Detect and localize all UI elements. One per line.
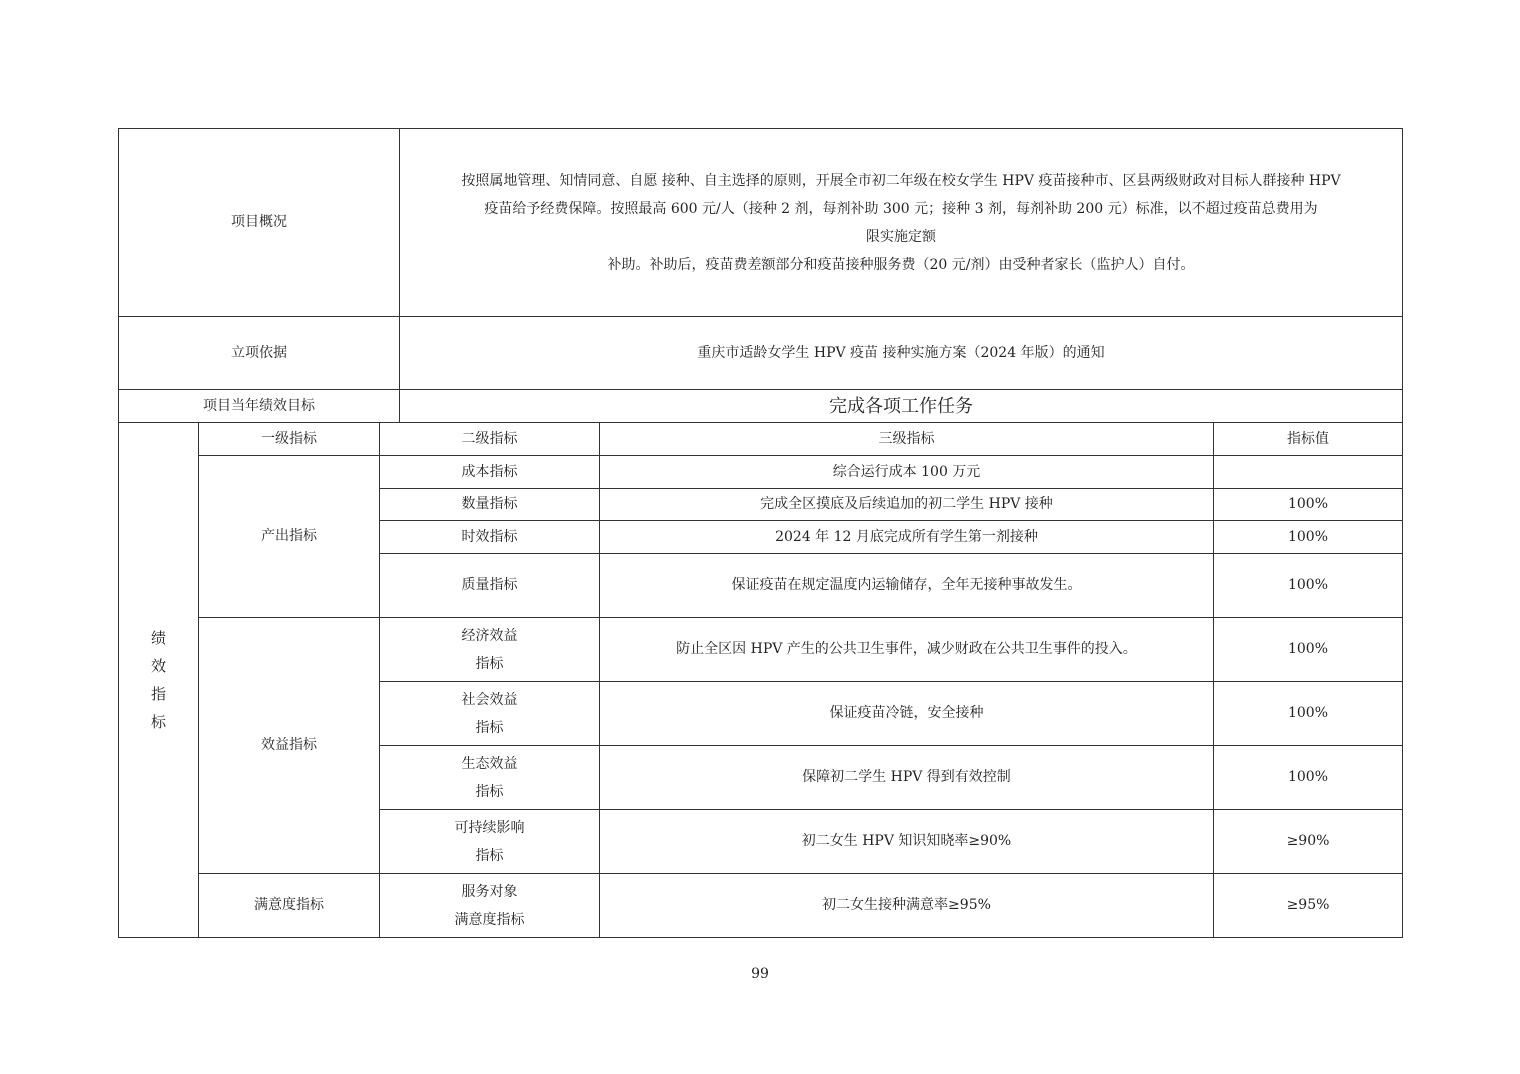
- level2-cell: 成本指标: [380, 456, 600, 489]
- table-row: [119, 456, 1403, 489]
- goal-row: [119, 390, 1403, 423]
- level3-cell: 保障初二学生 HPV 得到有效控制: [600, 746, 1214, 810]
- level2-cell: 社会效益 指标: [380, 682, 600, 746]
- overview-line: 疫苗给予经费保障。按照最高 600 元/人（接种 2 剂，每剂补助 300 元；接种 3 剂，每剂补助 200 元）标准，以不超过疫苗总费用为: [484, 200, 1318, 217]
- level2-cell: 生态效益 指标: [380, 746, 600, 810]
- value-cell: 100%: [1214, 746, 1403, 810]
- level2-cell: 经济效益 指标: [380, 618, 600, 682]
- overview-line: 限实施定额: [866, 228, 936, 245]
- value-cell: [1214, 456, 1403, 489]
- table-row: [119, 618, 1403, 682]
- value-cell: 100%: [1214, 554, 1403, 618]
- value-cell: ≥95%: [1214, 874, 1403, 938]
- level2-cell: 服务对象 满意度指标: [380, 874, 600, 938]
- overview-row: [119, 129, 1403, 317]
- basis-label: 立项依据: [119, 317, 400, 390]
- overview-line: 按照属地管理、知情同意、自愿 接种、自主选择的原则，开展全市初二年级在校女学生 HPV 疫苗接种市、区县两级财政对目标人群接种 HPV: [461, 172, 1341, 189]
- level3-cell: 防止全区因 HPV 产生的公共卫生事件，减少财政在公共卫生事件的投入。: [600, 618, 1214, 682]
- output-indicator-label: 产出指标: [199, 456, 380, 618]
- level2-cell: 数量指标: [380, 489, 600, 521]
- level3-cell: 综合运行成本 100 万元: [600, 456, 1214, 489]
- page-number: 99: [751, 966, 769, 982]
- goal-value: 完成各项工作任务: [400, 390, 1403, 423]
- value-header: 指标值: [1214, 423, 1403, 456]
- level3-cell: 初二女生接种满意率≥95%: [600, 874, 1214, 938]
- overview-label: 项目概况: [119, 129, 400, 317]
- basis-row: [119, 317, 1403, 390]
- value-cell: 100%: [1214, 489, 1403, 521]
- level1-header: 一级指标: [199, 423, 380, 456]
- level3-cell: 保证疫苗在规定温度内运输储存，全年无接种事故发生。: [600, 554, 1214, 618]
- level3-cell: 完成全区摸底及后续追加的初二学生 HPV 接种: [600, 489, 1214, 521]
- basis-value: 重庆市适龄女学生 HPV 疫苗 接种实施方案（2024 年版）的通知: [400, 317, 1403, 390]
- indicator-header-row: [119, 423, 1403, 456]
- performance-indicator-side-label: 绩 效 指 标: [119, 423, 199, 938]
- level3-cell: 2024 年 12 月底完成所有学生第一剂接种: [600, 521, 1214, 554]
- level3-header: 三级指标: [600, 423, 1214, 456]
- table-row: [119, 874, 1403, 938]
- value-cell: ≥90%: [1214, 810, 1403, 874]
- overview-text: [400, 129, 1403, 317]
- overview-line: 补助。补助后，疫苗费差额部分和疫苗接种服务费（20 元/剂）由受种者家长（监护人）自付。: [607, 256, 1195, 273]
- goal-label: 项目当年绩效目标: [119, 390, 400, 423]
- performance-table: [118, 128, 1403, 938]
- level2-cell: 时效指标: [380, 521, 600, 554]
- level2-header: 二级指标: [380, 423, 600, 456]
- value-cell: 100%: [1214, 682, 1403, 746]
- level3-cell: 初二女生 HPV 知识知晓率≥90%: [600, 810, 1214, 874]
- benefit-indicator-label: 效益指标: [199, 618, 380, 874]
- level2-cell: 可持续影响 指标: [380, 810, 600, 874]
- value-cell: 100%: [1214, 521, 1403, 554]
- value-cell: 100%: [1214, 618, 1403, 682]
- level3-cell: 保证疫苗冷链，安全接种: [600, 682, 1214, 746]
- level2-cell: 质量指标: [380, 554, 600, 618]
- satisfaction-indicator-label: 满意度指标: [199, 874, 380, 938]
